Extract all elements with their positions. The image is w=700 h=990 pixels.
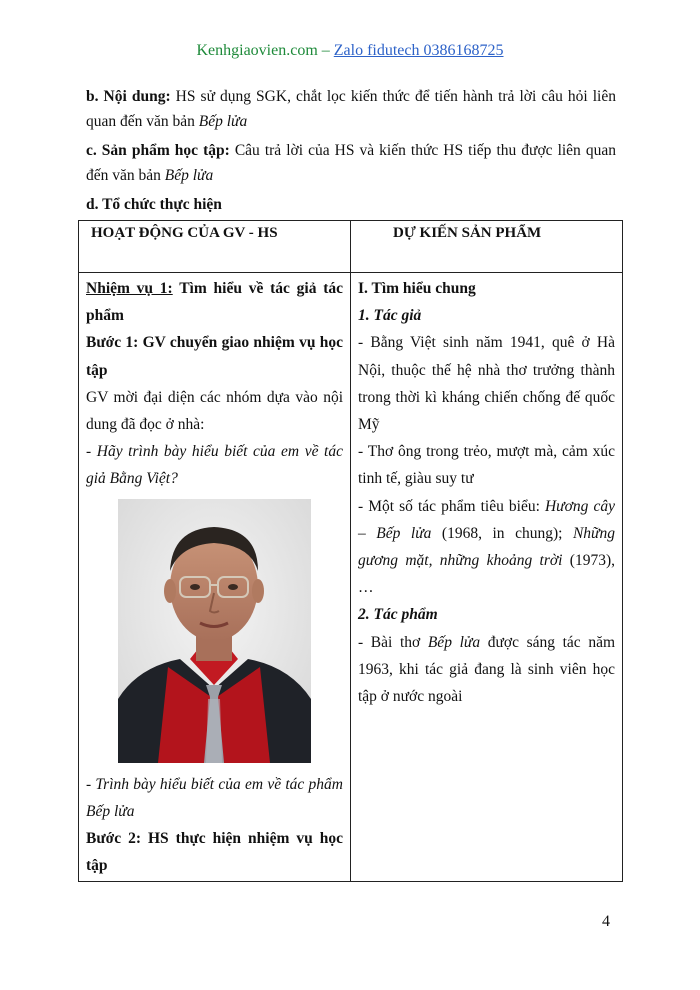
section-b-work: Bếp lửa <box>198 113 248 130</box>
step-2: Bước 2: HS thực hiện nhiệm vụ học tập <box>86 830 343 875</box>
author-style: - Thơ ông trong trẻo, mượt mà, cảm xúc tinh tế, giàu suy tư <box>358 443 615 488</box>
question-work: - Trình bày hiểu biết của em về tác phẩm Bếp lửa <box>86 775 343 820</box>
author-portrait-image <box>118 499 311 763</box>
author-bio: - Bằng Việt sinh năm 1941, quê ở Hà Nội, thuộc thế hệ nhà thơ trưởng thành trong thời kì kháng chiến chống đế quốc Mỹ <box>358 334 615 434</box>
section-b-label: b. Nội dung: <box>86 88 171 105</box>
section-c-work: Bếp lửa <box>164 167 214 184</box>
page-number: 4 <box>602 913 610 930</box>
col1-header: HOẠT ĐỘNG CỦA GV - HS <box>91 225 278 241</box>
section-c-text: Câu trả lời của HS và kiến thức HS tiếp thu được liên quan đến văn bản <box>86 142 616 184</box>
general-heading: I. Tìm hiểu chung <box>358 280 476 297</box>
section-d-label: d. Tổ chức thực hiện <box>86 196 222 213</box>
activity-table <box>78 220 623 882</box>
col2-header: DỰ KIẾN SẢN PHẨM <box>393 225 542 241</box>
gv-intro: GV mời đại diện các nhóm dựa vào nội dung đã đọc ở nhà: <box>86 388 343 434</box>
work-subheading: 2. Tác phẩm <box>358 606 438 624</box>
author-subheading: 1. Tác giả <box>358 307 422 325</box>
question-author: - Hãy trình bày hiểu biết của em về tác giả Bằng Việt? <box>86 443 343 488</box>
section-b <box>86 84 616 134</box>
header-site[interactable]: Kenhgiaovien.com <box>196 42 318 59</box>
header-contact[interactable]: Zalo fidutech 0386168725 <box>333 42 504 59</box>
left-column <box>79 273 351 882</box>
col1-header-cell <box>79 221 351 273</box>
page-header <box>0 42 700 60</box>
right-column <box>351 273 623 882</box>
section-c-label: c. Sản phẩm học tập: <box>86 142 230 159</box>
work-context: - Bài thơ Bếp lửa được sáng tác năm 1963, khi tác giả đang là sinh viên học tập ở nước ngoài <box>358 633 616 706</box>
step-1: Bước 1: GV chuyển giao nhiệm vụ học tập <box>86 334 343 379</box>
task-1 <box>86 275 343 329</box>
col2-header-cell <box>351 221 623 273</box>
section-c <box>86 138 616 188</box>
author-works: - Một số tác phẩm tiêu biểu: Hương cây – Bếp lửa (1968, in chung); Những gương mặt, những khoảng trời (1973), … <box>358 497 615 597</box>
section-d <box>86 192 616 217</box>
header-separator: – <box>317 42 334 59</box>
task-1-label: Nhiệm vụ 1: <box>86 280 173 297</box>
section-b-text: HS sử dụng SGK, chắt lọc kiến thức để tiến hành trả lời câu hỏi liên quan đến văn bản <box>86 88 616 130</box>
task-1-text: Tìm hiểu về tác giả tác phẩm <box>86 280 343 325</box>
